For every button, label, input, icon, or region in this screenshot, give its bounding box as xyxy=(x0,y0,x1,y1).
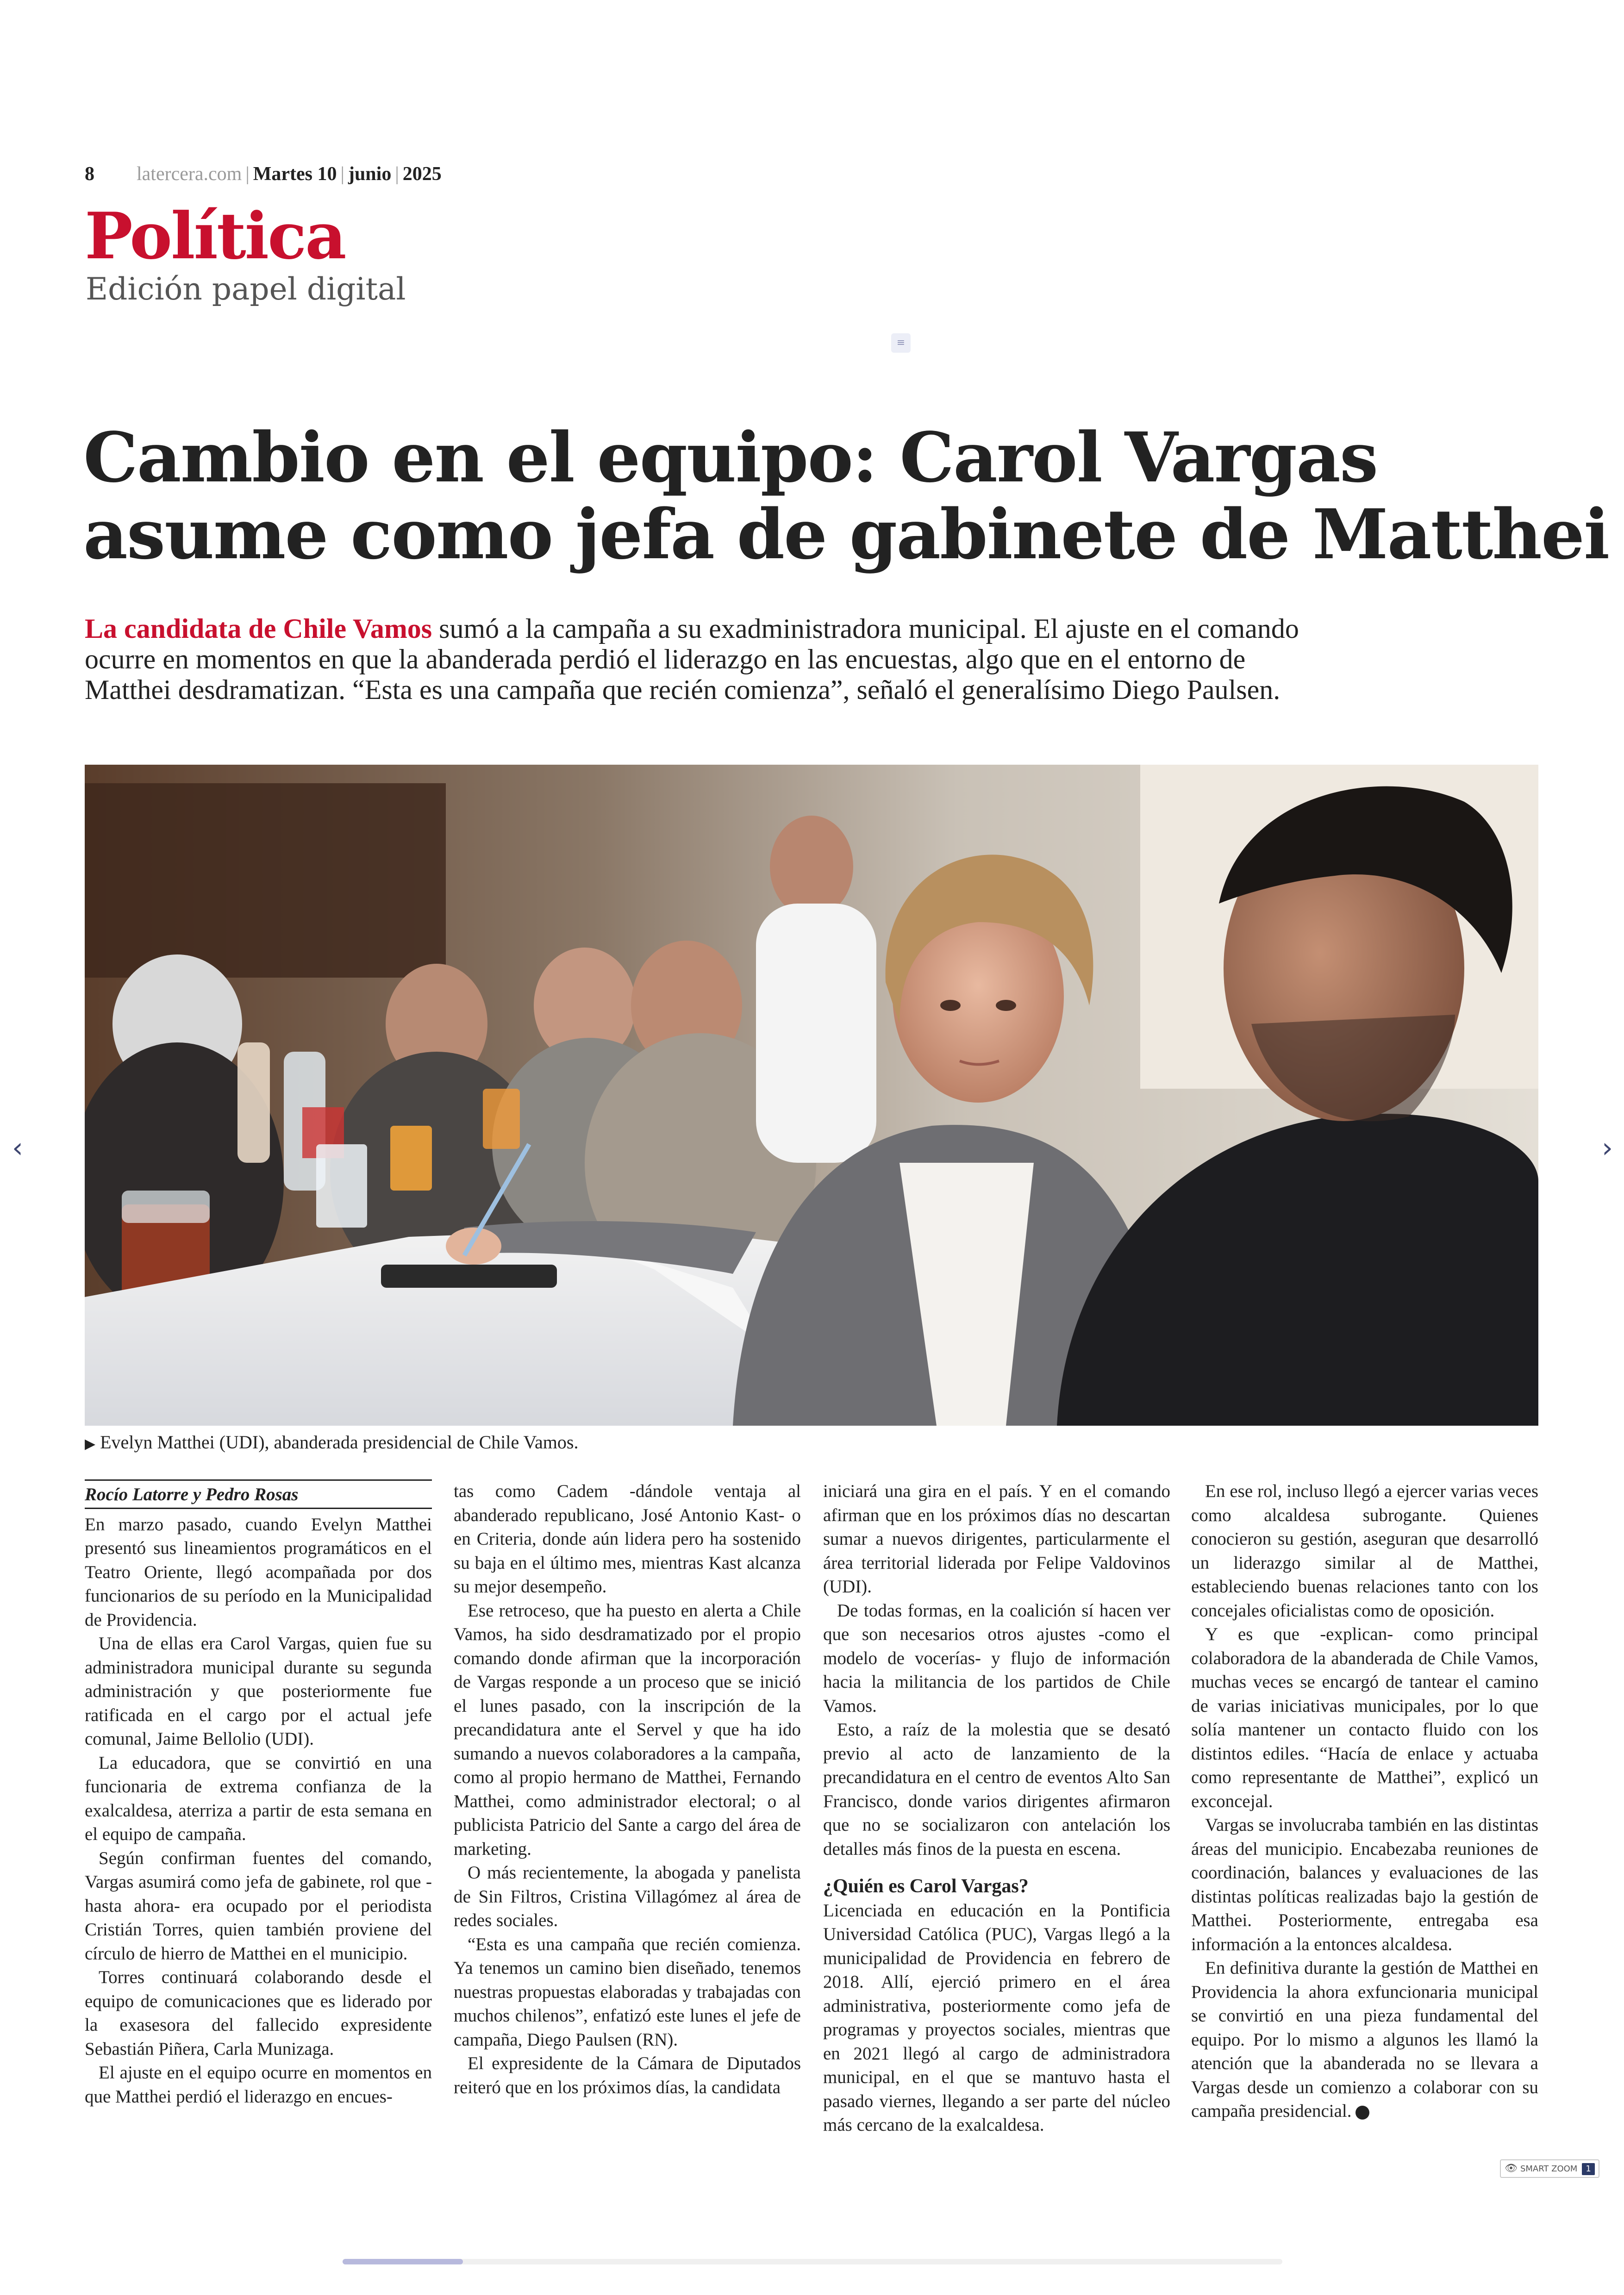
lead xyxy=(85,613,1418,705)
paragraph: iniciará una gira en el país. Y en el comando afirman que en los próximos días no descartan sumar a nuevos dirigentes, particularmente el área territorial liderada por Felipe Valdovinos (UDI). xyxy=(823,1481,1170,1597)
paragraph: El ajuste en el equipo ocurre en momentos en que Matthei perdió el liderazgo en encues- xyxy=(85,2063,432,2107)
paragraph: Según confirman fuentes del comando, Vargas asumirá como jefa de gabinete, rol que -hasta ahora- era ocupado por el periodista Cristián Torres, quien también proviene del círculo de hierro de Matthei en el municipio. xyxy=(85,1848,432,1964)
article-column-3 xyxy=(823,1479,1170,2141)
paragraph: Esto, a raíz de la molestia que se desató previo al acto de lanzamiento de la precandidatura en el centro de eventos Alto San Francisco, donde varios dirigentes afirmaron que no se socializaron con antelación los detalles más finos de la puesta en escena. xyxy=(823,1720,1170,1859)
triangle-right-icon: ▶ xyxy=(85,1436,96,1452)
site-name: latercera.com xyxy=(137,163,242,185)
paragraph-last xyxy=(1191,1956,1538,2123)
byline: Rocío Latorre y Pedro Rosas xyxy=(85,1479,432,1509)
photo-illustration xyxy=(85,765,1538,1426)
smart-zoom-button[interactable] xyxy=(1500,2159,1599,2178)
page-marker-icon[interactable]: ≡ xyxy=(891,333,911,353)
photo-caption xyxy=(85,1430,578,1456)
lead-highlight: La candidata de Chile Vamos xyxy=(85,613,432,644)
folio: 8 latercera.com | Martes 10 | junio | 2025 xyxy=(85,163,442,185)
smart-zoom-page: 1 xyxy=(1582,2163,1594,2175)
date-year: 2025 xyxy=(402,163,442,185)
headline xyxy=(83,417,1609,574)
scrollbar-thumb[interactable] xyxy=(343,2259,463,2264)
prev-page-arrow[interactable]: ‹ xyxy=(12,1132,23,1164)
date-month: junio xyxy=(348,163,392,185)
paragraph: Y es que -explican- como principal colaboradora de la abanderada de Chile Vamos, muchas veces se encargó de tantear el camino de varias iniciativas municipales, por lo que solía mantener un contacto fluido con los distintos ediles. “Hacía de enlace y actuaba como representante de Matthei”, explicó un exconcejal. xyxy=(1191,1624,1538,1811)
lead-line-2: ocurre en momentos en que la abanderada perdió el liderazgo en las encuestas, algo que en el entorno de xyxy=(85,644,1246,674)
lead-line-1-rest: sumó a la campaña a su exadministradora municipal. El ajuste en el comando xyxy=(432,613,1299,644)
smart-zoom-label: SMART ZOOM xyxy=(1520,2164,1578,2174)
caption-text: Evelyn Matthei (UDI), abanderada presidencial de Chile Vamos. xyxy=(100,1432,579,1453)
article-column-2 xyxy=(454,1479,801,2141)
edition-label: Edición papel digital xyxy=(86,271,406,307)
paragraph: Ese retroceso, que ha puesto en alerta a Chile Vamos, ha sido desdramatizado por el propio comando donde afirman que la incorporación de Vargas responde a un proceso que se inició el lunes pasado, con la inscripción de la precandidatura ante el Servel y que ha ido sumando a nuevos colaboradores a la campaña, como al propio hermano de Matthei, Fernando Matthei, como administrador electoral; o al publicista Patricio del Sante a cargo del área de marketing. xyxy=(454,1600,801,1859)
paragraph: Vargas se involucraba también en las distintas áreas del municipio. Encabezaba reuniones de coordinación, balances y evaluaciones de las distintas políticas realizadas bajo la gestión de Matthei. Posteriormente, entregaba esa información a la entonces alcaldesa. xyxy=(1191,1815,1538,1954)
paragraph: “Esta es una campaña que recién comienza. Ya tenemos un camino bien diseñado, tenemos nuestras propuestas elaboradas y trabajadas con muchos chilenos”, enfatizó este lunes el jefe de campaña, Diego Paulsen (RN). xyxy=(454,1934,801,2050)
main-photo xyxy=(85,765,1538,1426)
next-page-arrow[interactable]: › xyxy=(1602,1132,1613,1164)
article-column-1 xyxy=(85,1479,432,2141)
paragraph: En ese rol, incluso llegó a ejercer varias veces como alcaldesa subrogante. Quienes conocieron su gestión, aseguran que desarrolló un liderazgo similar al de Matthei, estableciendo buenas relaciones tanto con los concejales oficialistas como de oposición. xyxy=(1191,1481,1538,1621)
lead-line-1 xyxy=(85,613,1418,644)
lead-line-3: Matthei desdramatizan. “Esta es una campaña que recién comienza”, señaló el generalísimo Diego Paulsen. xyxy=(85,674,1280,705)
page-scrollbar[interactable] xyxy=(343,2259,1282,2264)
section-title: Política xyxy=(85,198,345,274)
paragraph: Una de ellas era Carol Vargas, quien fue su administradora municipal durante su segunda administración y que posteriormente fue ratificada en el cargo por el actual jefe comunal, Jaime Bellolio (UDI). xyxy=(85,1634,432,1749)
eye-icon: 👁 xyxy=(1505,2163,1518,2174)
paragraph: Torres continuará colaborando desde el equipo de comunicaciones que es liderado por la exasesora del fallecido expresidente Sebastián Piñera, Carla Munizaga. xyxy=(85,1967,432,2059)
article-column-4 xyxy=(1191,1479,1538,2141)
subheading: ¿Quién es Carol Vargas? xyxy=(823,1876,1029,1897)
headline-line-2: asume como jefa de gabinete de Matthei xyxy=(83,494,1609,574)
paragraph: En marzo pasado, cuando Evelyn Matthei presentó sus lineamientos programáticos en el Teatro Oriente, llegó acompañada por dos funcionarios de su período en la Municipalidad de Providencia. xyxy=(85,1514,432,1630)
paragraph-last-text: En definitiva durante la gestión de Matthei en Providencia la ahora exfuncionaria municipal se convirtió en una pieza fundamental del equipo. Por lo mismo a algunos les llamó la atención que la abanderada no se llevara a Vargas desde un comienzo a colaborar con su campaña presidencial. xyxy=(1191,1958,1538,2121)
paragraph: tas como Cadem -dándole ventaja al abanderado republicano, José Antonio Kast- o en Criteria, donde aún lidera pero ha sostenido su baja en el último mes, mientras Kast alcanza su mejor desempeño. xyxy=(454,1481,801,1597)
end-mark-icon xyxy=(1355,2106,1369,2120)
paragraph: El expresidente de la Cámara de Diputados reiteró que en los próximos días, la candidata xyxy=(454,2053,801,2097)
date-day: Martes 10 xyxy=(253,163,337,185)
headline-line-1: Cambio en el equipo: Carol Vargas xyxy=(83,417,1378,498)
paragraph: O más recientemente, la abogada y panelista de Sin Filtros, Cristina Villagómez al área de redes sociales. xyxy=(454,1863,801,1930)
paragraph: Licenciada en educación en la Pontificia Universidad Católica (PUC), Vargas llegó a la municipalidad de Providencia en febrero de 2018. Allí, ejerció primero en el área administrativa, posteriormente como jefa de programas y proyectos sociales, mientras que en 2021 llegó al cargo de administradora municipal, en el que se mantuvo hasta el pasado viernes, llegando a ser parte del núcleo más cercano de la exalcaldesa. xyxy=(823,1900,1170,2135)
paragraph: La educadora, que se convirtió en una funcionaria de extrema confianza de la exalcaldesa, aterriza a partir de esta semana en el equipo de campaña. xyxy=(85,1752,432,1844)
paragraph: De todas formas, en la coalición sí hacen ver que son necesarios otros ajustes -como el modelo de vocerías- y flujo de información hacia la militancia de los partidos de Chile Vamos. xyxy=(823,1600,1170,1716)
page-number: 8 xyxy=(85,163,94,185)
